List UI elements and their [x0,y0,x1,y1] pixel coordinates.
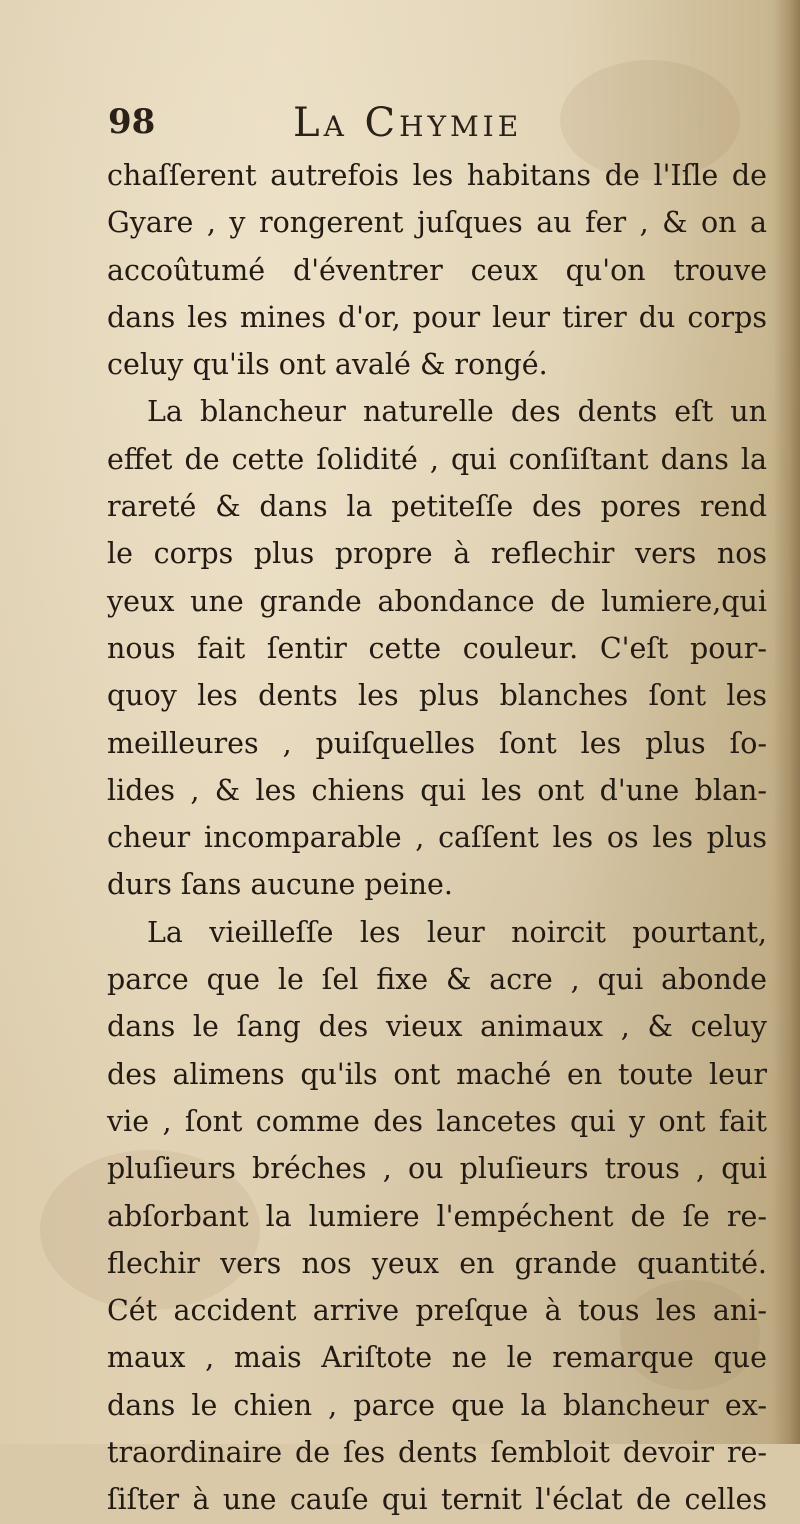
body-text [107,152,767,1524]
text-line: vie , ſont comme des lancetes qui y ont fait [107,1104,767,1138]
page-edge-shadow [774,0,800,1444]
text-line: ſiſter à une cauſe qui ternit l'éclat de celles [107,1483,767,1517]
text-line: abſorbant la lumiere l'empéchent de ſe re- [107,1199,767,1233]
paragraph-first-line: La blancheur naturelle des dents eſt un [147,395,767,429]
running-head [108,100,628,150]
text-line: parce que le ſel fixe & acre , qui abonde [107,963,767,997]
text-line: traordinaire de ſes dents ſembloit devoir re- [107,1436,767,1470]
paragraph-first-line: La vieilleſſe les leur noircit pourtant, [147,915,767,949]
text-line: yeux une grande abondance de lumiere,qui [107,584,767,618]
text-line: dans les mines d'or, pour leur tirer du corps [107,300,767,334]
page-number: 98 [108,102,156,142]
text-line: Cét accident arrive preſque à tous les ani- [107,1294,767,1328]
text-line: cheur incomparable , caſſent les os les plus [107,821,767,855]
text-line: nous fait ſentir cette couleur. C'eſt pour- [107,631,767,665]
text-line: rareté & dans la petiteſſe des pores rend [107,490,767,524]
text-line: des alimens qu'ils ont maché en toute leur [107,1057,767,1091]
text-line: quoy les dents les plus blanches ſont les [107,679,767,713]
text-line: celuy qu'ils ont avalé & rongé. [107,348,548,382]
text-line: durs ſans aucune peine. [107,868,453,902]
text-line: chaſſerent autrefois les habitans de l'Iſle de [107,159,767,192]
text-line: dans le ſang des vieux animaux , & celuy [107,1010,767,1044]
text-line: Gyare , y rongerent juſques au fer , & on a [107,206,767,240]
text-line: lides , & les chiens qui les ont d'une blan- [107,773,767,807]
text-line: accoûtumé d'éventrer ceux qu'on trouve [107,253,767,287]
text-line: flechir vers nos yeux en grande quantité. [107,1246,767,1280]
text-line: meilleures , puiſquelles ſont les plus ſo- [107,726,767,760]
text-line: effet de cette ſolidité , qui conſiſtant dans la [107,442,767,476]
text-line: le corps plus propre à reflechir vers nos [107,537,767,571]
text-line: maux , mais Ariſtote ne le remarque que [107,1341,767,1375]
text-line: dans le chien , parce que la blancheur ex- [107,1388,767,1422]
text-line: pluſieurs bréches , ou pluſieurs trous , qui [107,1152,767,1186]
running-head-title: La Chymie [293,100,523,146]
